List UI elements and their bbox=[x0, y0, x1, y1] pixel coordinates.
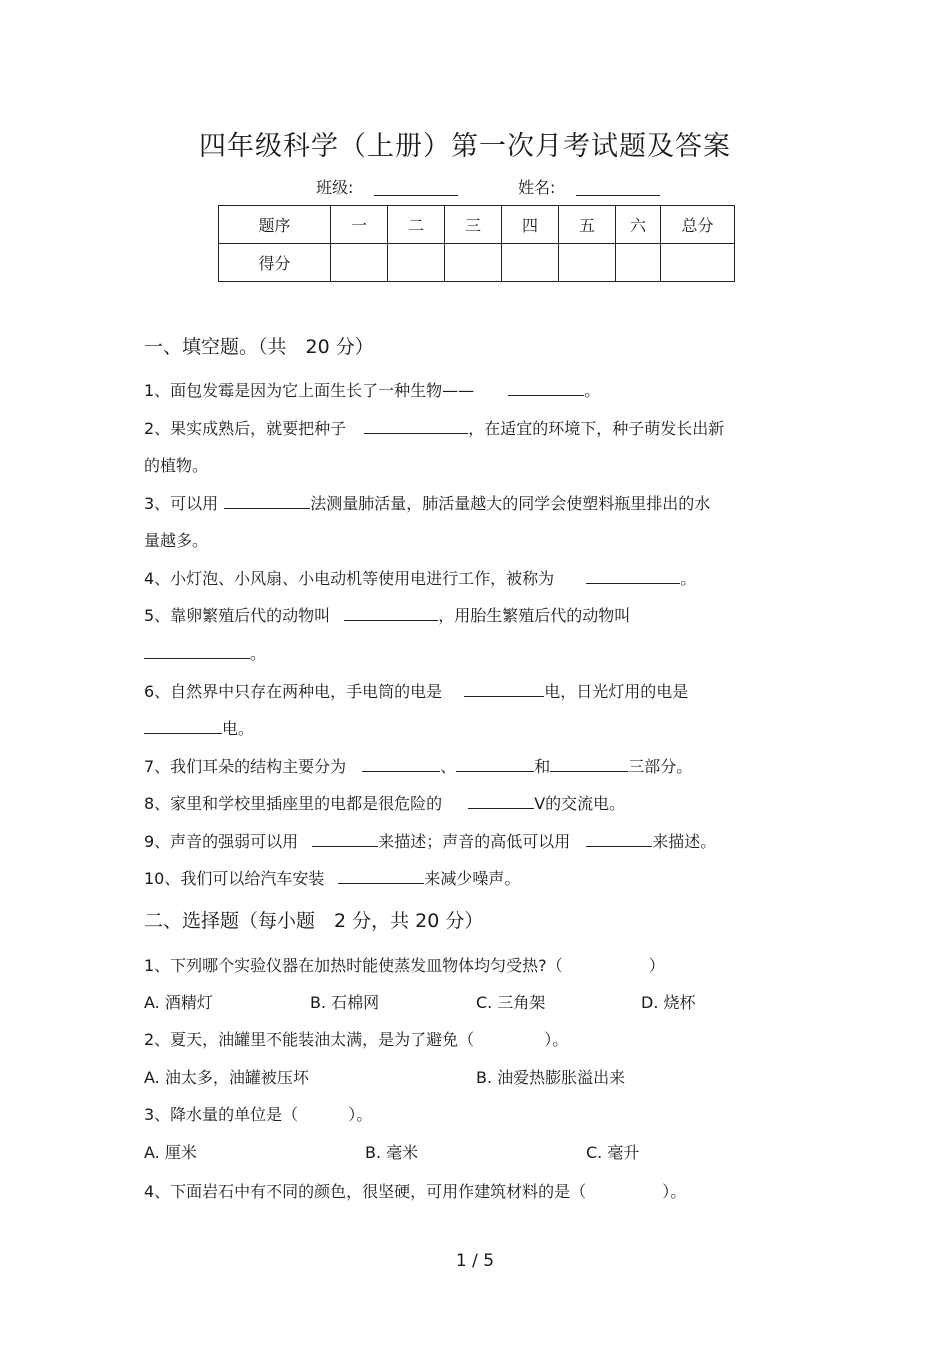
question: 8、家里和学校里插座里的电都是很危险的 V的交流电。 bbox=[144, 794, 626, 813]
table-row bbox=[219, 206, 735, 244]
answer-blank[interactable] bbox=[224, 493, 310, 509]
table-cell: 得分 bbox=[219, 244, 331, 282]
question: 9、声音的强弱可以用 来描述；声音的高低可以用 来描述。 bbox=[144, 832, 717, 851]
name-label: 姓名: bbox=[518, 178, 556, 197]
question: 3、可以用 法测量肺活量，肺活量越大的同学会使塑料瓶里排出的水 bbox=[144, 494, 711, 513]
name-blank[interactable] bbox=[576, 177, 660, 196]
score-cell[interactable] bbox=[616, 244, 661, 282]
option-b[interactable]: B. 毫米 bbox=[365, 1143, 419, 1162]
table-row bbox=[219, 244, 735, 282]
option-b[interactable]: B. 油爱热膨胀溢出来 bbox=[476, 1068, 626, 1087]
score-cell[interactable] bbox=[445, 244, 502, 282]
score-cell[interactable] bbox=[388, 244, 445, 282]
page-title: 四年级科学（上册）第一次月考试题及答案 bbox=[199, 131, 731, 162]
answer-blank[interactable] bbox=[456, 756, 534, 772]
answer-blank[interactable] bbox=[144, 643, 250, 659]
answer-blank[interactable] bbox=[362, 756, 440, 772]
table-cell: 三 bbox=[445, 206, 502, 244]
question: 1、下列哪个实验仪器在加热时能使蒸发皿物体均匀受热?（ ） bbox=[144, 956, 665, 975]
answer-blank[interactable] bbox=[468, 793, 534, 809]
question-continued: 的植物。 bbox=[144, 456, 209, 475]
question: 6、自然界中只存在两种电，手电筒的电是 电，日光灯用的电是 bbox=[144, 682, 689, 701]
answer-blank[interactable] bbox=[344, 605, 438, 621]
score-cell[interactable] bbox=[331, 244, 388, 282]
answer-blank[interactable] bbox=[550, 756, 628, 772]
table-cell: 一 bbox=[331, 206, 388, 244]
question: 5、靠卵繁殖后代的动物叫 ，用胎生繁殖后代的动物叫 bbox=[144, 606, 631, 625]
section-heading: 一、填空题。（共 20 分） bbox=[144, 336, 374, 358]
class-label: 班级: bbox=[316, 178, 354, 197]
table-cell: 题序 bbox=[219, 206, 331, 244]
score-cell[interactable] bbox=[502, 244, 559, 282]
question: 7、我们耳朵的结构主要分为 、 和 三部分。 bbox=[144, 757, 693, 776]
answer-blank[interactable] bbox=[144, 718, 222, 734]
question-continued: 电。 bbox=[144, 716, 254, 739]
table-cell: 四 bbox=[502, 206, 559, 244]
question: 2、夏天，油罐里不能装油太满，是为了避免（ ）。 bbox=[144, 1030, 569, 1049]
option-c[interactable]: C. 三角架 bbox=[476, 993, 546, 1012]
score-table bbox=[218, 205, 735, 282]
question: 4、下面岩石中有不同的颜色，很坚硬，可用作建筑材料的是（ ）。 bbox=[144, 1182, 687, 1201]
question: 3、降水量的单位是（ ）。 bbox=[144, 1105, 373, 1124]
page-number: 1 / 5 bbox=[455, 1251, 495, 1271]
answer-blank[interactable] bbox=[338, 868, 424, 884]
question-continued: 。 bbox=[144, 641, 266, 664]
option-d[interactable]: D. 烧杯 bbox=[641, 993, 696, 1012]
class-blank[interactable] bbox=[374, 177, 458, 196]
question-continued: 量越多。 bbox=[144, 531, 209, 550]
score-cell[interactable] bbox=[559, 244, 616, 282]
option-b[interactable]: B. 石棉网 bbox=[310, 993, 380, 1012]
question: 2、果实成熟后，就要把种子 ，在适宜的环境下，种子萌发长出新 bbox=[144, 419, 725, 438]
option-a[interactable]: A. 厘米 bbox=[144, 1143, 197, 1162]
answer-blank[interactable] bbox=[464, 681, 544, 697]
answer-blank[interactable] bbox=[312, 831, 378, 847]
option-a[interactable]: A. 油太多，油罐被压坏 bbox=[144, 1068, 309, 1087]
table-cell: 二 bbox=[388, 206, 445, 244]
score-cell[interactable] bbox=[661, 244, 735, 282]
answer-blank[interactable] bbox=[586, 568, 680, 584]
question: 4、小灯泡、小风扇、小电动机等使用电进行工作，被称为 。 bbox=[144, 569, 697, 588]
question: 1、面包发霉是因为它上面生长了一种生物—— 。 bbox=[144, 381, 601, 400]
section-heading: 二、选择题（每小题 2 分，共 20 分） bbox=[144, 910, 484, 932]
answer-blank[interactable] bbox=[586, 831, 652, 847]
option-a[interactable]: A. 酒精灯 bbox=[144, 993, 213, 1012]
option-c[interactable]: C. 毫升 bbox=[586, 1143, 640, 1162]
table-cell: 总分 bbox=[661, 206, 735, 244]
table-cell: 六 bbox=[616, 206, 661, 244]
table-cell: 五 bbox=[559, 206, 616, 244]
answer-blank[interactable] bbox=[364, 418, 468, 434]
answer-blank[interactable] bbox=[508, 380, 584, 396]
question: 10、我们可以给汽车安装 来减少噪声。 bbox=[144, 869, 521, 888]
